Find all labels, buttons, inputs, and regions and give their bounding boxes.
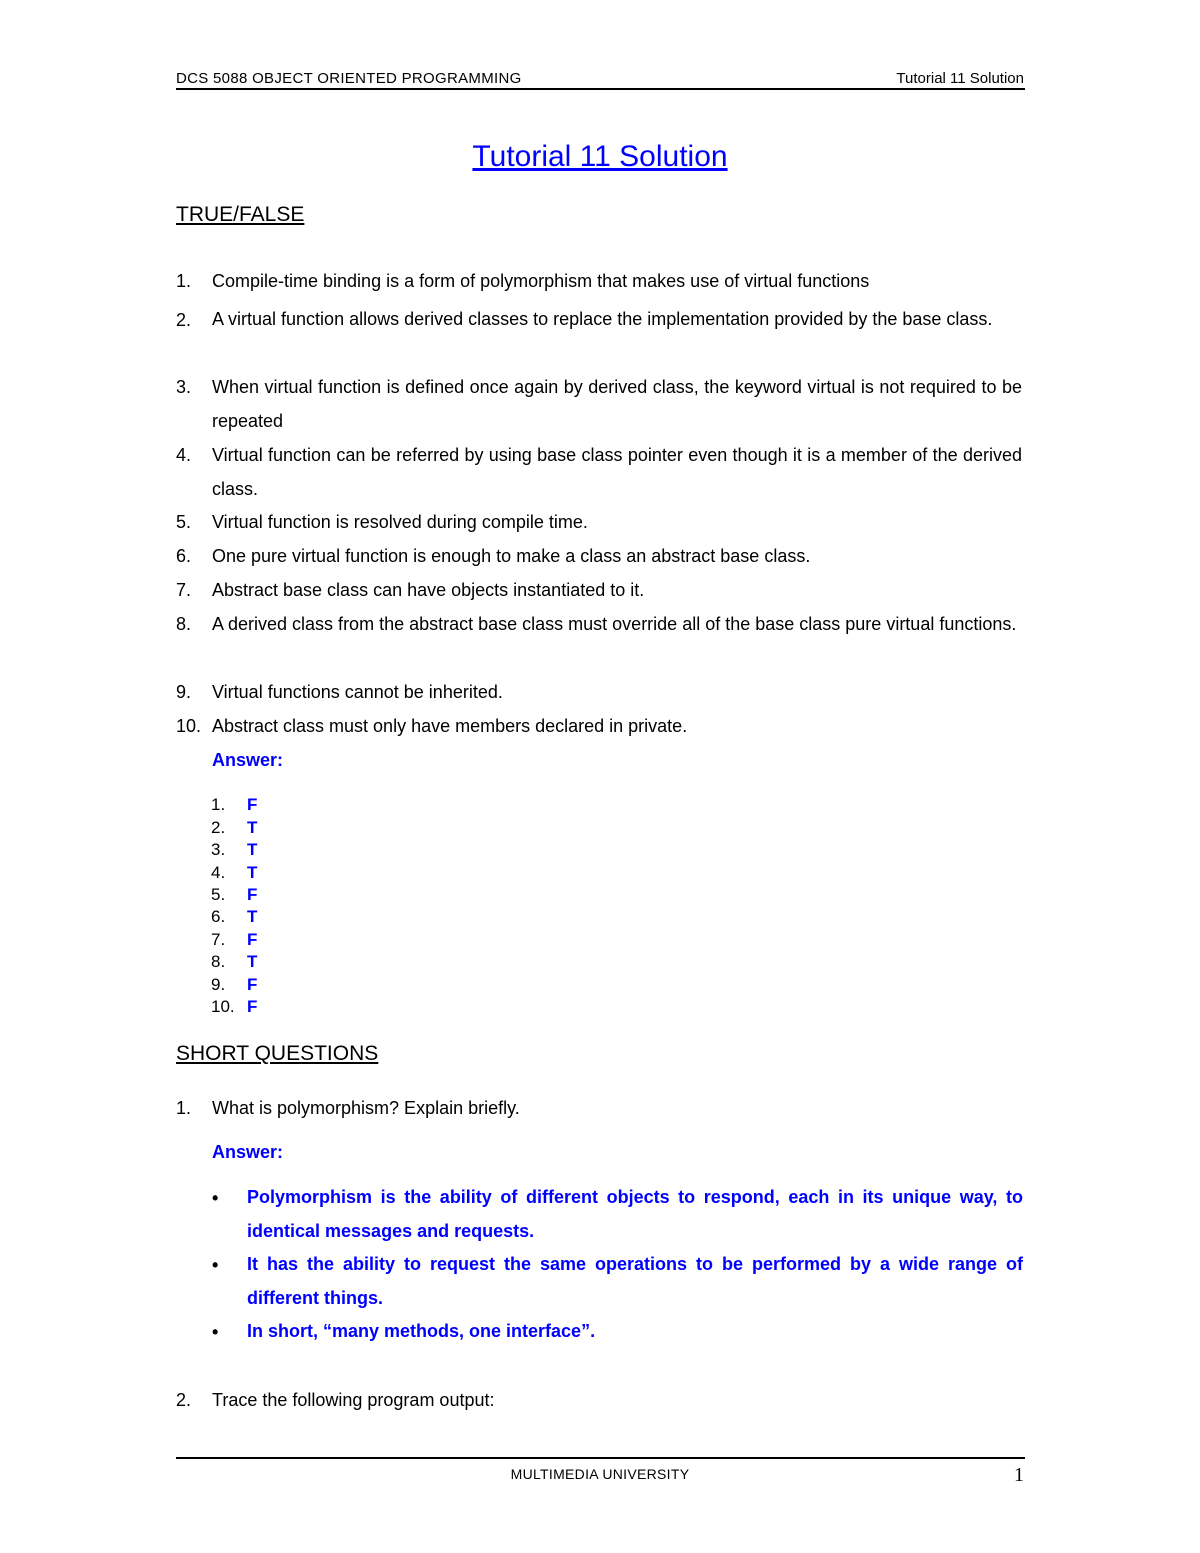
section-heading-true-false: TRUE/FALSE bbox=[176, 203, 305, 226]
sq-answer-bullet: In short, “many methods, one interface”. bbox=[247, 1321, 596, 1341]
tf-answer-number: 10. bbox=[211, 997, 235, 1016]
tf-question-text: One pure virtual function is enough to make a class an abstract base class. bbox=[212, 546, 811, 566]
sq-answer-label: Answer: bbox=[212, 1142, 284, 1162]
tf-answer-number: 8. bbox=[211, 952, 226, 971]
tf-answer-number: 3. bbox=[211, 840, 226, 859]
tf-question-text: Compile-time binding is a form of polymorphism that makes use of virtual functions bbox=[212, 271, 870, 291]
tf-answer-number: 7. bbox=[211, 930, 226, 949]
tf-question-text: Virtual function can be referred by using base class pointer even though it is a member of the derived class. bbox=[212, 445, 1022, 499]
tf-answer-number: 9. bbox=[211, 975, 226, 994]
sq-answer-bullet: It has the ability to request the same operations to be performed by a wide range of different things. bbox=[247, 1254, 1023, 1308]
tf-answer-value: T bbox=[247, 863, 258, 882]
tf-question-text: Abstract base class can have objects instantiated to it. bbox=[212, 580, 645, 600]
tf-answer-value: T bbox=[247, 907, 258, 926]
footer-divider bbox=[176, 1457, 1025, 1459]
tf-answer-value: F bbox=[247, 795, 258, 814]
tf-answer-value: F bbox=[247, 885, 258, 904]
tf-answer-value: F bbox=[247, 930, 258, 949]
sq-question-text: What is polymorphism? Explain briefly. bbox=[212, 1098, 520, 1118]
footer-university: MULTIMEDIA UNIVERSITY bbox=[510, 1466, 690, 1482]
tf-question-number: 10. bbox=[176, 716, 202, 736]
tf-answer-value: F bbox=[247, 975, 258, 994]
tf-answer-label: Answer: bbox=[212, 750, 284, 770]
tf-question-text: When virtual function is defined once again by derived class, the keyword virtual is not required to be repeated bbox=[212, 377, 1022, 431]
header-course-title: DCS 5088 OBJECT ORIENTED PROGRAMMING bbox=[176, 70, 522, 87]
tf-question-number: 1. bbox=[176, 271, 192, 291]
sq-question-number: 1. bbox=[176, 1098, 192, 1118]
section-heading-short-questions: SHORT QUESTIONS bbox=[176, 1042, 379, 1065]
header-divider bbox=[176, 88, 1025, 90]
tf-answer-number: 6. bbox=[211, 907, 226, 926]
tf-answer-number: 1. bbox=[211, 795, 226, 814]
tf-answer-value: F bbox=[247, 997, 258, 1016]
tf-question-number: 4. bbox=[176, 445, 192, 465]
sq-question-number: 2. bbox=[176, 1390, 192, 1410]
page-number: 1 bbox=[1014, 1464, 1024, 1486]
tf-question-text: A derived class from the abstract base class must override all of the base class pure virtual functions. bbox=[212, 614, 1017, 634]
tf-question-number: 6. bbox=[176, 546, 192, 566]
bullet-icon: • bbox=[212, 1255, 219, 1275]
tf-question-text: Virtual functions cannot be inherited. bbox=[212, 682, 503, 702]
tf-question-text: Virtual function is resolved during compile time. bbox=[212, 512, 588, 532]
sq-question-text: Trace the following program output: bbox=[212, 1390, 495, 1410]
tf-question-number: 2. bbox=[176, 310, 192, 330]
tf-question-number: 3. bbox=[176, 377, 192, 397]
tf-question-number: 5. bbox=[176, 512, 192, 532]
header-document-label: Tutorial 11 Solution bbox=[896, 70, 1024, 87]
tf-answer-number: 2. bbox=[211, 818, 226, 837]
bullet-icon: • bbox=[212, 1188, 219, 1208]
tf-question-text: A virtual function allows derived classes to replace the implementation provided by the base class. bbox=[212, 309, 993, 329]
tf-answer-value: T bbox=[247, 840, 258, 859]
tf-answer-value: T bbox=[247, 818, 258, 837]
document-title: Tutorial 11 Solution bbox=[472, 140, 728, 173]
tf-answer-value: T bbox=[247, 952, 258, 971]
tf-answer-number: 5. bbox=[211, 885, 226, 904]
tf-question-number: 9. bbox=[176, 682, 192, 702]
sq-answer-bullet: Polymorphism is the ability of different objects to respond, each in its unique way, to identical messages and requests. bbox=[247, 1187, 1023, 1241]
tf-question-number: 7. bbox=[176, 580, 192, 600]
tf-question-number: 8. bbox=[176, 614, 192, 634]
bullet-icon: • bbox=[212, 1322, 219, 1342]
tf-answer-number: 4. bbox=[211, 863, 226, 882]
tf-question-text: Abstract class must only have members declared in private. bbox=[212, 716, 688, 736]
